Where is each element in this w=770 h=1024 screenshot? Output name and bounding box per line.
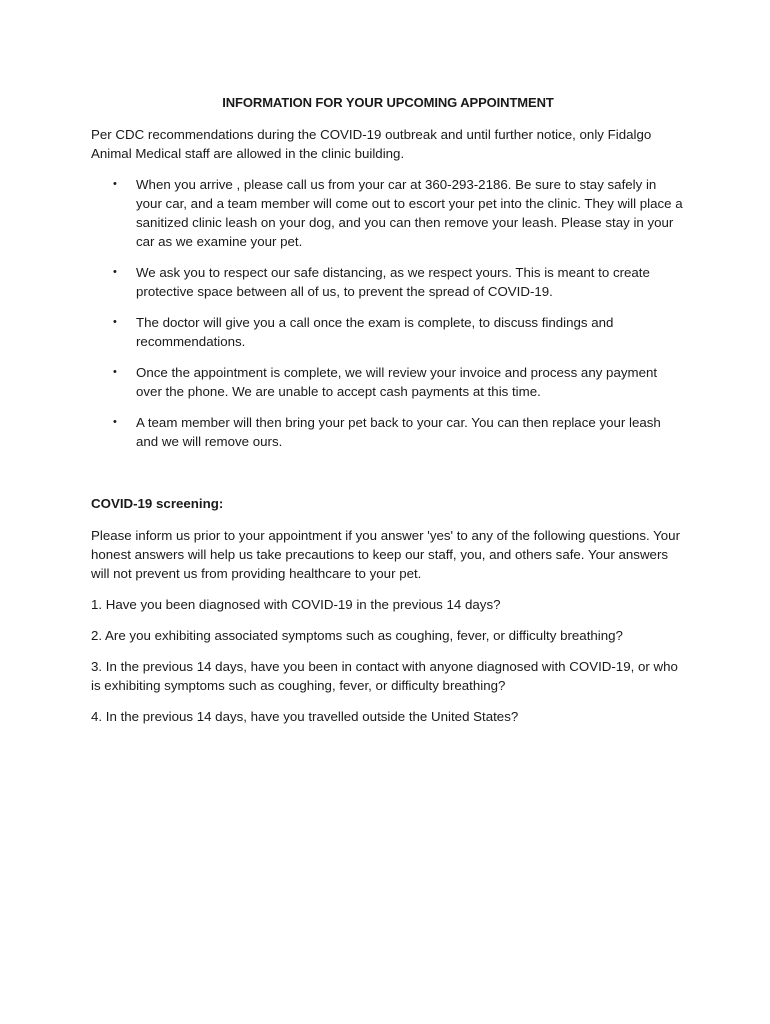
screening-question: 1. Have you been diagnosed with COVID-19 in the previous 14 days? bbox=[91, 597, 501, 612]
list-item-text: When you arrive , please call us from your car at 360-293-2186. Be sure to stay safely in your car, and a team member will come out to escort your pet into the clinic. They will place a sanitized clinic leash on your dog, and you can then remove your leash. Please stay in your car as we examine your pet. bbox=[136, 177, 683, 249]
bullet-icon: • bbox=[113, 366, 117, 378]
screening-question: 4. In the previous 14 days, have you travelled outside the United States? bbox=[91, 709, 519, 724]
list-item bbox=[91, 413, 685, 451]
intro-paragraph: Per CDC recommendations during the COVID-19 outbreak and until further notice, only Fidalgo Animal Medical staff are allowed in the clinic building. bbox=[91, 127, 652, 161]
bullet-icon: • bbox=[113, 416, 117, 428]
screening-intro: Please inform us prior to your appointment if you answer 'yes' to any of the following questions. Your honest answers will help us take precautions to keep our staff, you, and others safe. Your answers will not prevent us from providing healthcare to your pet. bbox=[91, 528, 680, 581]
screening-question: 3. In the previous 14 days, have you been in contact with anyone diagnosed with COVID-19, or who is exhibiting symptoms such as coughing, fever, or difficulty breathing? bbox=[91, 659, 678, 693]
list-item-text: We ask you to respect our safe distancing, as we respect yours. This is meant to create protective space between all of us, to prevent the spread of COVID-19. bbox=[136, 265, 650, 299]
screening-question: 2. Are you exhibiting associated symptoms such as coughing, fever, or difficulty breathing? bbox=[91, 628, 623, 643]
list-item-text: The doctor will give you a call once the exam is complete, to discuss findings and recommendations. bbox=[136, 315, 614, 349]
document-title: INFORMATION FOR YOUR UPCOMING APPOINTMENT bbox=[222, 95, 554, 110]
bullet-icon: • bbox=[113, 266, 117, 278]
screening-heading: COVID-19 screening: bbox=[91, 496, 224, 511]
list-item bbox=[91, 263, 685, 301]
list-item bbox=[91, 175, 685, 251]
bullet-icon: • bbox=[113, 316, 117, 328]
document-page bbox=[91, 93, 685, 738]
list-item-text: A team member will then bring your pet back to your car. You can then replace your leash and we will remove ours. bbox=[136, 415, 661, 449]
instructions-list bbox=[91, 175, 685, 451]
bullet-icon: • bbox=[113, 178, 117, 190]
list-item-text: Once the appointment is complete, we will review your invoice and process any payment over the phone. We are unable to accept cash payments at this time. bbox=[136, 365, 658, 399]
list-item bbox=[91, 363, 685, 401]
list-item bbox=[91, 313, 685, 351]
